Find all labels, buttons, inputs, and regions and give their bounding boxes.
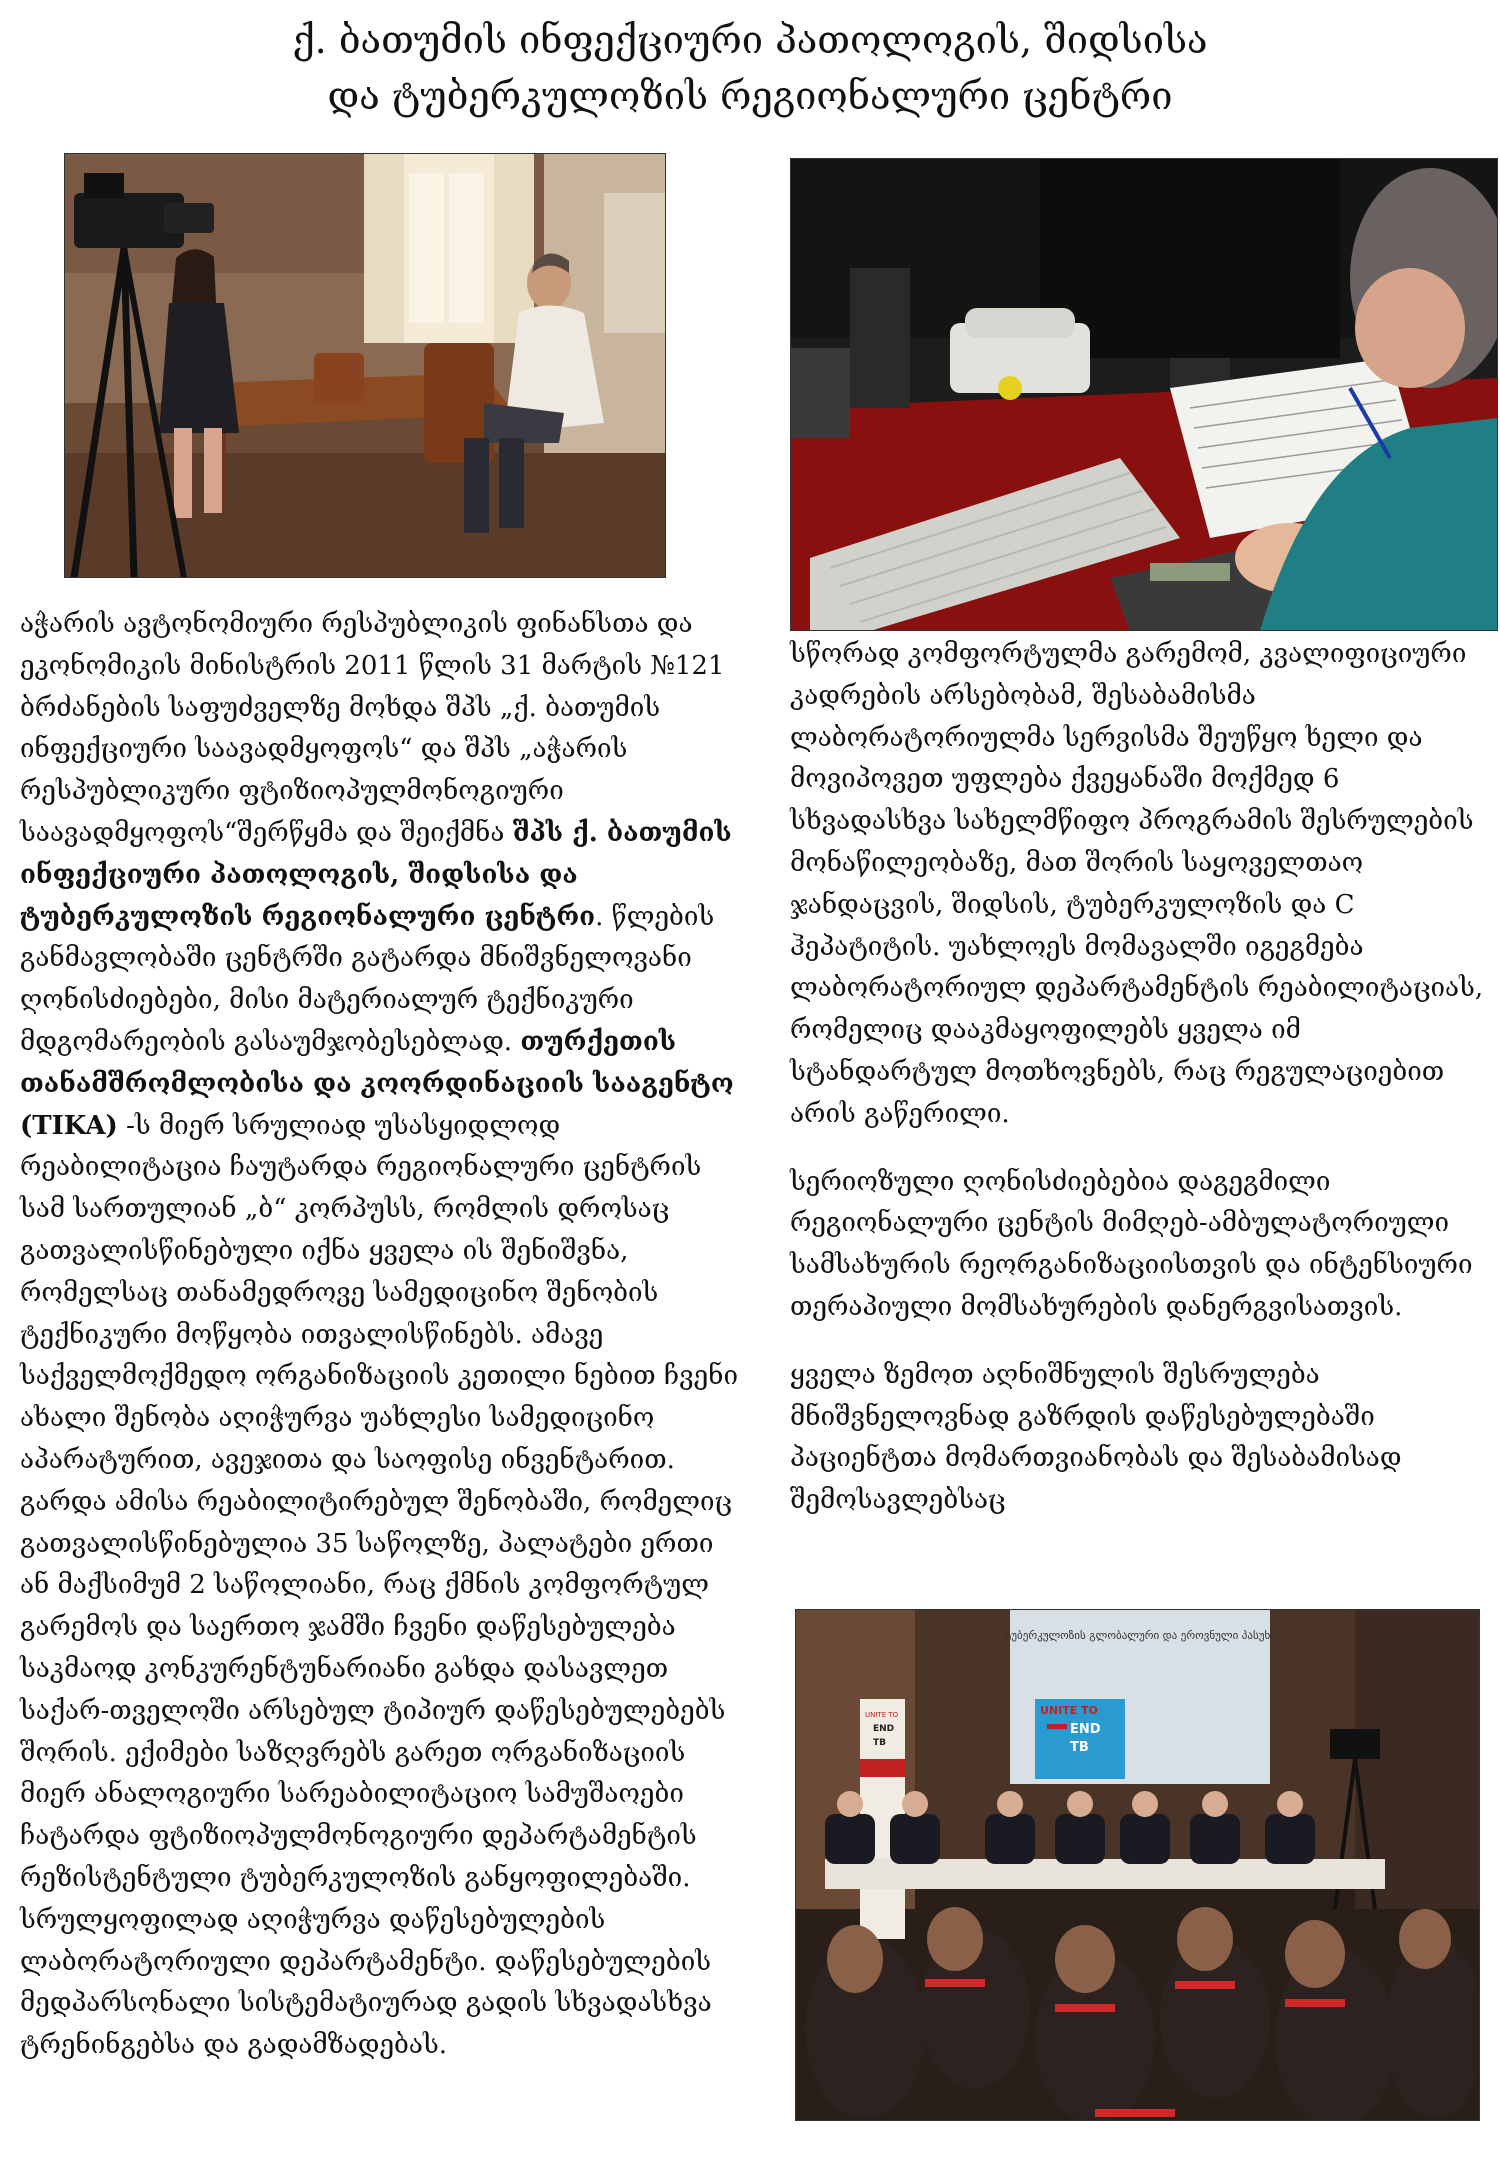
left-column-text — [20, 604, 740, 2093]
lab-photo — [790, 158, 1498, 631]
title-line-1: ქ. ბათუმის ინფექციური პათოლოგის, შიდსისა — [292, 18, 1208, 62]
interview-photo — [64, 153, 666, 578]
slide-heading: ტუბერკულოზის გლობალური და ეროვნული პასუხი — [1004, 1629, 1276, 1642]
banner-unite-to: UNITE TO — [865, 1711, 899, 1719]
right-column-text — [790, 634, 1490, 1548]
slide-unite-to: UNITE TO — [1040, 1704, 1098, 1717]
right-paragraph-3: ყველა ზემოთ აღნიშნულის შესრულება მნიშვნელოვნად გაზრდის დაწესებულებაში პაციენტთა მომართვიანობას და შესაბამისად შემოსავლებსაც — [790, 1359, 1402, 1516]
slide-end: END — [1070, 1722, 1101, 1737]
left-text-middle: . წლების განმავლობაში ცენტრში გატარდა მნიშვნელოვანი ღონისძიებები, მისი მატერიალურ ტექნიკური მდგომარეობის გასაუმჯობესებლად. — [20, 901, 715, 1057]
center-name-bold: შპს ქ. ბათუმის ინფექციური პათოლოგის, შიდსისა და ტუბერკულოზის რეგიონალური ცენტრი — [20, 817, 732, 932]
left-paragraph — [20, 604, 740, 2067]
conference-photo — [795, 1609, 1480, 2121]
left-text-rest: -ს მიერ სრულიად უსასყიდლოდ რეაბილიტაცია ჩაუტარდა რეგიონალური ცენტრის სამ სართულიან „ბ“ კორპუსს, რომლის დროსაც გათვალისწინებული იქნა ყველა ის შენიშვნა, რომელსაც თანამედროვე სამედიცინო შენობის ტექნიკური მოწყობა ითვალისწინებს. ამავე საქველმოქმედო ორგანიზაციის კეთილი ნებით ჩვენი ახალი შენობა აღიჭურვა უახლესი სამედიცინო აპარატურით, ავეჯითა და საოფისე ინვენტარით. გარდა ამისა რეაბილიტირებულ შენობაში, რომელიც გათვალისწინებულია 35 საწოლზე, პალატები ერთი ან მაქსიმუმ 2 საწოლიანი, რაც ქმნის კომფორტულ გარემოს და საერთო ჯამში ჩვენი დაწესებულება საკმაოდ კონკურენტუნარიანი გახდა დასავლეთ საქარ-თველოში არსებულ ტიპიურ დაწესებულებებს შორის. ექიმები საზღვრებს გარეთ ორგანიზაციის მიერ ანალოგიური სარეაბილიტაციო სამუშაოები ჩატარდა ფტიზიოპულმონოგიური დეპარტამენტის რეზისტენტული ტუბერკულოზის განყოფილებაში. სრულყოფილად აღიჭურვა დაწესებულების ლაბორატორიული დეპარტამენტი. დაწესებულების მედპარსონალი სისტემატიურად გადის სხვადასხვა ტრენინგებსა და გადამზადებას. — [20, 1110, 739, 2061]
banner-end: END — [873, 1724, 895, 1734]
left-text-intro: აჭარის ავტონომიური რესპუბლიკის ფინანსთა და ეკონომიკის მინისტრის 2011 წლის 31 მარტის №121 ბრძანების საფუძველზე მოხდა შპს „ქ. ბათუმის ინფექციური საავადმყოფოს“ და შპს „აჭარის რესპუბლიკური ფტიზიოპულმონოგიური საავადმყოფოს“შერწყმა და შეიქმნა — [20, 609, 725, 848]
page-title — [190, 12, 1310, 124]
tika-name-bold: თურქეთის თანამშრომლობისა და კოორდინაციის სააგენტო (TIKA) — [20, 1026, 734, 1141]
banner-tb: TB — [873, 1738, 886, 1748]
slide-tb: TB — [1070, 1740, 1089, 1755]
title-line-2: და ტუბერკულოზის რეგიონალური ცენტრი — [327, 74, 1173, 118]
right-paragraph-2: სერიოზული ღონისძიებებია დაგეგმილი რეგიონალური ცენტის მიმღებ-ამბულატორიული სამსახურის რეორგანიზაციისთვის და ინტენსიური თერაპიული მომსახურების დანერგვისათვის. — [790, 1166, 1473, 1322]
right-paragraph-1: სწორად კომფორტულმა გარემომ, კვალიფიციური კადრების არსებობამ, შესაბამისმა ლაბორატორიულმა სერვისმა შეუწყო ხელი და მოვიპოვეთ უფლება ქვეყანაში მოქმედ 6 სხვადასხვა სახელმწიფო პროგრამის შესრულების მონაწილეობაზე, მათ შორის საყოველთაო ჯანდაცვის, შიდსის, ტუბერკულოზის და C ჰეპატიტის. უახლოეს მომავალში იგეგმება ლაბორატორიულ დეპარტამენტის რეაბილიტაციას, რომელიც დააკმაყოფილებს ყველა იმ სტანდარტულ მოთხოვნებს, რაც რეგულაციებით არის გაწერილი. — [790, 639, 1484, 1129]
